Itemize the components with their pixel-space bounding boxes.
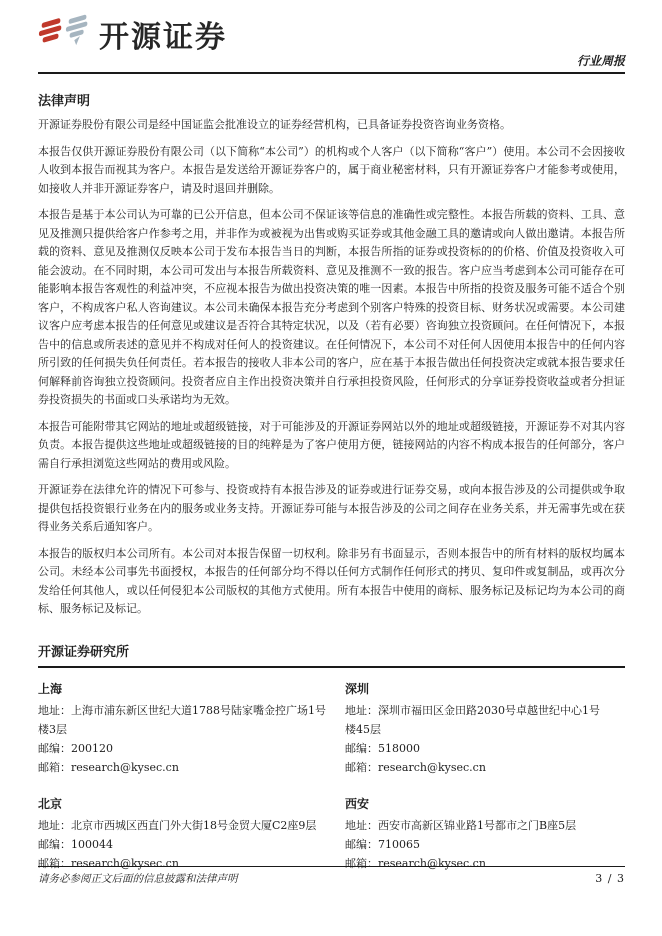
brand-name: 开源证券 bbox=[99, 21, 227, 54]
email-label: 邮箱： bbox=[38, 760, 71, 774]
legal-paragraph: 本报告的版权归本公司所有。本公司对本报告保留一切权利。除非另有书面显示，否则本报告中的所有材料的版权均属本公司。未经本公司事先书面授权，本报告的任何部分均不得以任何方式制作任何形式的拷贝、复印件或复制品，或再次分发给任何其他人，或以任何侵犯本公司版权的其他方式使用。所有本报告中使用的商标、服务标记及标记均为本公司的商标、服务标记及标记。 bbox=[38, 546, 625, 615]
office-email-row bbox=[38, 758, 327, 777]
office-card-shanghai bbox=[38, 680, 345, 777]
email-label: 邮箱： bbox=[38, 856, 71, 870]
email-label: 邮箱： bbox=[345, 856, 378, 870]
office-address-row bbox=[345, 816, 607, 835]
office-address-row bbox=[345, 701, 607, 739]
address-value: 北京市西城区西直门外大街18号金贸大厦C2座9层 bbox=[71, 818, 317, 832]
address-value: 深圳市福田区金田路2030号卓越世纪中心1号楼45层 bbox=[345, 703, 600, 736]
address-value: 上海市浦东新区世纪大道1788号陆家嘴金控广场1号楼3层 bbox=[38, 703, 326, 736]
zip-value: 518000 bbox=[378, 741, 420, 755]
zip-label: 邮编： bbox=[38, 741, 71, 755]
address-label: 地址： bbox=[345, 818, 378, 832]
report-type-label: 行业周报 bbox=[576, 54, 625, 68]
kaiyuan-dual-leaf-logo-icon bbox=[38, 14, 92, 62]
address-value: 西安市高新区锦业路1号都市之门B座5层 bbox=[378, 818, 577, 832]
office-city: 北京 bbox=[38, 796, 63, 811]
office-zip-row bbox=[38, 739, 327, 758]
zip-value: 200120 bbox=[71, 741, 113, 755]
legal-paragraph: 开源证券在法律允许的情况下可参与、投资或持有本报告涉及的证券或进行证券交易，或向本报告涉及的公司提供或争取提供包括投资银行业务在内的服务或业务支持。开源证券可能与本报告涉及的公司之间存在业务关系，并无需事先或在获得业务关系后通知客户。 bbox=[38, 483, 625, 533]
office-city: 西安 bbox=[345, 796, 370, 811]
office-city: 深圳 bbox=[345, 681, 370, 696]
address-label: 地址： bbox=[38, 703, 71, 717]
legal-paragraph: 本报告仅供开源证券股份有限公司（以下简称“本公司”）的机构或个人客户（以下简称“客户”）使用。本公司不会因接收人收到本报告而视其为客户。本报告是发送给开源证券客户的，属于商业秘密材料，只有开源证券客户才能参考或使用，如接收人并非开源证券客户，请及时退回并删除。 bbox=[38, 144, 625, 195]
research-institute-title: 开源证券研究所 bbox=[38, 641, 625, 668]
page-footer bbox=[38, 866, 625, 886]
office-card-xian bbox=[345, 795, 625, 873]
office-zip-row bbox=[345, 835, 607, 854]
legal-section bbox=[38, 90, 625, 619]
email-value: research@kysec.cn bbox=[378, 760, 486, 774]
office-address-row bbox=[38, 701, 327, 739]
office-zip-row bbox=[345, 739, 607, 758]
zip-label: 邮编： bbox=[345, 741, 378, 755]
zip-label: 邮编： bbox=[38, 837, 71, 851]
footer-disclaimer: 请务必参阅正文后面的信息披露和法律声明 bbox=[38, 873, 238, 885]
legal-paragraph: 开源证券股份有限公司是经中国证监会批准设立的证券经营机构，已具备证券投资咨询业务资格。 bbox=[38, 118, 511, 131]
company-logo bbox=[38, 14, 227, 62]
email-label: 邮箱： bbox=[345, 760, 378, 774]
office-card-shenzhen bbox=[345, 680, 625, 777]
office-city: 上海 bbox=[38, 681, 63, 696]
office-zip-row bbox=[38, 835, 327, 854]
zip-value: 710065 bbox=[378, 837, 420, 851]
page-header bbox=[38, 14, 625, 74]
zip-label: 邮编： bbox=[345, 837, 378, 851]
office-grid bbox=[38, 680, 625, 873]
zip-value: 100044 bbox=[71, 837, 113, 851]
legal-paragraph: 本报告是基于本公司认为可靠的已公开信息，但本公司不保证该等信息的准确性或完整性。本报告所载的资料、工具、意见及推测只提供给客户作参考之用，并非作为或被视为出售或购买证券或其他金融工具的邀请或向人做出邀请。本报告所载的资料、意见及推测仅反映本公司于发布本报告当日的判断，本报告所指的证券或投资标的的价格、价值及投资收入可能会波动。在不同时期，本公司可发出与本报告所载资料、意见及推测不一致的报告。客户应当考虑到本公司可能存在可能影响本报告客观性的利益冲突，不应视本报告为做出投资决策的唯一因素。本报告中所指的投资及服务可能不适合个别客户，不构成客户私人咨询建议。本公司未确保本报告充分考虑到个别客户特殊的投资目标、财务状况或需要。本公司建议客户应考虑本报告的任何意见或建议是否符合其特定状况，以及（若有必要）咨询独立投资顾问。在任何情况下，本报告中的信息或所表述的意见并不构成对任何人的投资建议。在任何情况下，本公司不对任何人因使用本报告中的任何内容所引致的任何损失负任何责任。若本报告的接收人非本公司的客户，应在基于本报告做出任何投资决定或就本报告要求任何解释前咨询独立投资顾问。投资者应自主作出投资决策并自行承担投资风险，任何形式的分享证券投资收益或者分担证券投资损失的书面或口头承诺均为无效。 bbox=[38, 208, 625, 406]
email-value: research@kysec.cn bbox=[71, 856, 179, 870]
legal-section-title: 法律声明 bbox=[38, 94, 91, 109]
address-label: 地址： bbox=[38, 818, 71, 832]
page-number: 3 / 3 bbox=[595, 872, 625, 885]
email-value: research@kysec.cn bbox=[71, 760, 179, 774]
office-card-beijing bbox=[38, 795, 345, 873]
legal-paragraph: 本报告可能附带其它网站的地址或超级链接，对于可能涉及的开源证券网站以外的地址或超级链接，开源证券不对其内容负责。本报告提供这些地址或超级链接的目的纯粹是为了客户使用方便，链接网站的内容不构成本报告的任何部分，客户需自行承担浏览这些网站的费用或风险。 bbox=[38, 419, 625, 470]
address-label: 地址： bbox=[345, 703, 378, 717]
office-address-row bbox=[38, 816, 327, 835]
email-value: research@kysec.cn bbox=[378, 856, 486, 870]
office-email-row bbox=[345, 758, 607, 777]
research-institute-section bbox=[38, 641, 625, 873]
